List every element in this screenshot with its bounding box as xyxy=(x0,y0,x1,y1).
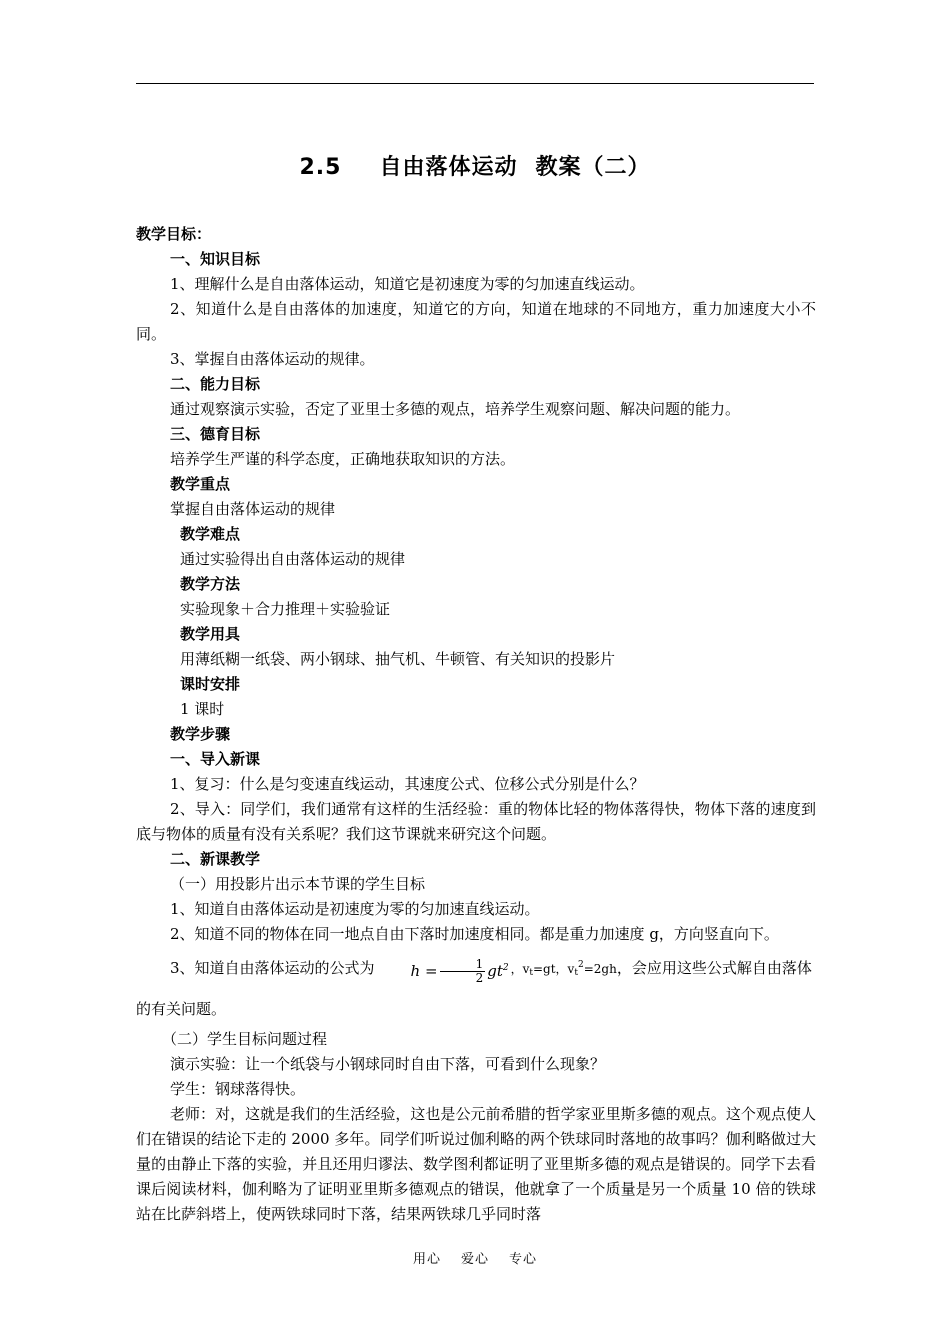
intro-heading: 一、导入新课 xyxy=(170,750,261,768)
new-lesson-heading: 二、新课教学 xyxy=(170,850,261,868)
intro-item-2: 2、导入：同学们，我们通常有这样的生活经验：重的物体比轻的物体落得快，物体下落的速度到底与物体的质量有没有关系呢？我们这节课就来研究这个问题。 xyxy=(136,800,816,843)
difficulty-heading: 教学难点 xyxy=(180,525,241,543)
key-heading: 教学重点 xyxy=(170,475,231,493)
new-lesson-sub-2: （二）学生目标问题过程 xyxy=(162,1030,328,1048)
fraction-denominator: 2 xyxy=(475,971,484,985)
method-heading: 教学方法 xyxy=(180,575,241,593)
footer-b: 爱心 xyxy=(460,1252,489,1267)
demo-text: 演示实验：让一个纸袋与小钢球同时自由下落，可看到什么现象？ xyxy=(170,1055,606,1073)
formula-sub-t1: t xyxy=(529,968,533,978)
header-rule xyxy=(136,83,814,84)
page-footer xyxy=(0,1248,950,1267)
key-text: 掌握自由落体运动的规律 xyxy=(170,500,336,518)
new-lesson-item-1: 1、知道自由落体运动是初速度为零的匀加速直线运动。 xyxy=(170,900,540,918)
formula-gt: gt xyxy=(487,961,503,980)
formula-vgt: =gt，v xyxy=(533,962,575,976)
method-text: 实验现象＋合力推理＋实验验证 xyxy=(180,600,391,618)
time-text: 1 课时 xyxy=(180,700,225,718)
fraction-numerator: 1 xyxy=(440,958,486,972)
formula-fraction xyxy=(440,958,486,985)
knowledge-item-1: 1、理解什么是自由落体运动，知道它是初速度为零的匀加速直线运动。 xyxy=(170,275,645,293)
formula-equals: = xyxy=(425,961,438,980)
formula-square: 2 xyxy=(502,962,509,973)
tools-heading: 教学用具 xyxy=(180,625,241,643)
title-name: 自由落体运动 xyxy=(379,155,518,180)
formula-sub-t2: t xyxy=(574,968,578,978)
ability-text: 通过观察演示实验，否定了亚里士多德的观点，培养学生观察问题、解决问题的能力。 xyxy=(170,400,741,418)
knowledge-heading: 一、知识目标 xyxy=(170,250,261,268)
steps-heading: 教学步骤 xyxy=(170,725,231,743)
document-body xyxy=(136,222,816,1227)
ability-heading: 二、能力目标 xyxy=(170,375,261,393)
tools-text: 用薄纸糊一纸袋、两小钢球、抽气机、牛顿管、有关知识的投影片 xyxy=(180,650,616,668)
title-suffix: 教案（二） xyxy=(535,155,651,180)
footer-a: 用心 xyxy=(412,1252,441,1267)
formula-2gh: =2gh xyxy=(583,962,617,976)
page-title xyxy=(0,150,950,181)
formula-h: h xyxy=(410,961,421,980)
formula-square-2: 2 xyxy=(577,960,584,970)
free-fall-formula xyxy=(377,950,509,989)
teacher-text: 老师：对，这就是我们的生活经验，这也是公元前希腊的哲学家亚里斯多德的观点。这个观点使人们在错误的结论下走的 2000 多年。同学们听说过伽利略的两个铁球同时落地的故事吗？伽利略做过大量的由静止下落的实验，并且还用归谬法、数学图利都证明了亚里斯多德的观点是错误的。同学下去看课后阅读材料，伽利略为了证明亚里斯多德观点的错误，他就拿了一个质量是另一个质量 10 倍的铁球站在比萨斜塔上，使两铁球同时下落，结果两铁球几乎同时落 xyxy=(136,1105,816,1223)
moral-heading: 三、德育目标 xyxy=(170,425,261,443)
formula-sep-1: ，v xyxy=(510,962,530,976)
difficulty-text: 通过实验得出自由落体运动的规律 xyxy=(180,550,406,568)
time-heading: 课时安排 xyxy=(180,675,241,693)
item-3-suffix: ，会应用这些公式解自由落体的有关问题。 xyxy=(136,959,812,1018)
new-lesson-item-2: 2、知道不同的物体在同一地点自由下落时加速度相同。都是重力加速度 g，方向竖直向下。 xyxy=(170,925,779,943)
item-3-prefix: 3、知道自由落体运动的公式为 xyxy=(170,959,375,977)
goals-heading: 教学目标： xyxy=(136,225,212,243)
intro-item-1: 1、复习：什么是匀变速直线运动，其速度公式、位移公式分别是什么？ xyxy=(170,775,645,793)
new-lesson-sub-1: （一）用投影片出示本节课的学生目标 xyxy=(170,875,426,893)
footer-c: 专心 xyxy=(509,1252,538,1267)
moral-text: 培养学生严谨的科学态度，正确地获取知识的方法。 xyxy=(170,450,516,468)
title-number: 2.5 xyxy=(299,155,342,180)
new-lesson-item-3 xyxy=(136,947,816,1027)
knowledge-item-2: 2、知道什么是自由落体的加速度，知道它的方向，知道在地球的不同地方，重力加速度大小不同。 xyxy=(136,300,816,343)
student-text: 学生：钢球落得快。 xyxy=(170,1080,306,1098)
knowledge-item-3: 3、掌握自由落体运动的规律。 xyxy=(170,350,375,368)
